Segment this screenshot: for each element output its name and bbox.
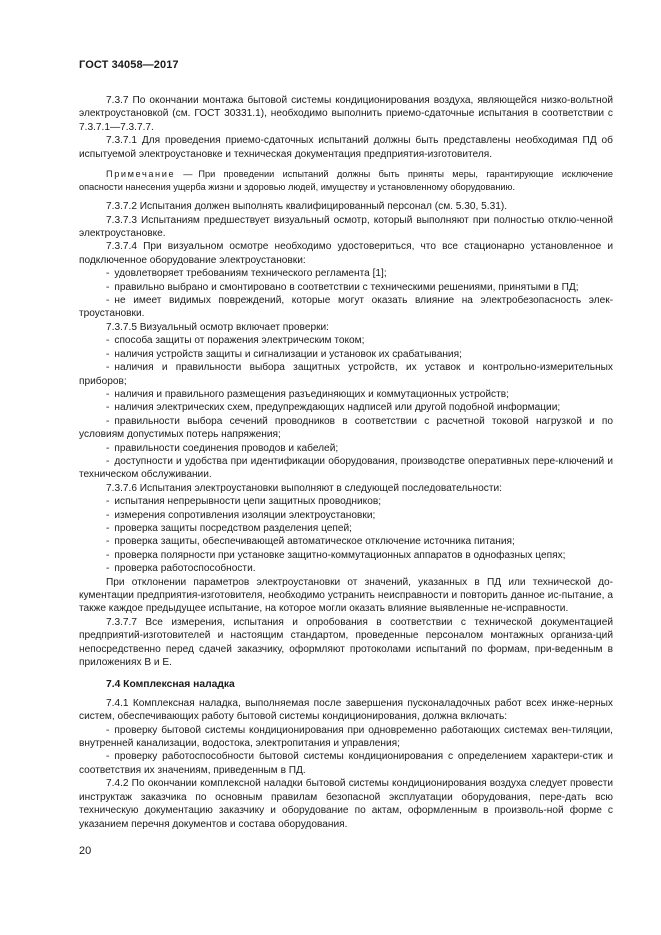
paragraph-7-3-7-7: 7.3.7.7 Все измерения, испытания и опробования в соответствии с технической документацией предприятий-изготовителей и настоящим стандартом, проведенные персоналом монтажных организа-ций непосредственно перед сдачей заказчику, оформляют протоколами испытаний по формам, при-веденным в приложениях В и Е.	[79, 616, 613, 669]
list-item: - правильно выбрано и смонтировано в соответствии с техническими решениями, принятыми в ПД;	[106, 281, 579, 293]
document-body	[79, 94, 613, 831]
list-item: - проверка защиты посредством разделения цепей;	[106, 522, 352, 534]
paragraph-deviations: При отклонении параметров электроустановки от значений, указанных в ПД или технической до-кументации предприятия-изготовителя, необходимо устранить неисправности и повторить данное ис-пытание, а также каждое предыдущее испытание, на которое могли оказать влияние выявленные не-исправности.	[79, 576, 613, 615]
list-item: - проверка полярности при установке защитно-коммутационных аппаратов в однофазных цепях;	[106, 549, 566, 561]
paragraph-7-4-1: 7.4.1 Комплексная наладка, выполняемая после завершения пусконаладочных работ всех инже-нерных систем, обеспечивающих работу бытовой системы кондиционирования, должна включать:	[79, 697, 613, 723]
paragraph-7-3-7-5: 7.3.7.5 Визуальный осмотр включает проверки:	[106, 321, 329, 333]
list-item: - не имеет видимых повреждений, которые могут оказать влияние на электробезопасность элек-троустановки.	[79, 295, 613, 320]
list-item: - способа защиты от поражения электрическим током;	[106, 335, 365, 347]
section-title-7-4: 7.4 Комплексная наладка	[106, 679, 235, 691]
note-label: Примечание	[106, 169, 176, 180]
paragraph-7-3-7-1: 7.3.7.1 Для проведения приемо-сдаточных испытаний должны быть представлены необходимая ПД об испытуемой электроустановке и техническая документация предприятия-изготовителя.	[79, 135, 613, 160]
page-number: 20	[79, 845, 92, 857]
list-item: - наличия и правильности выбора защитных устройств, их уставок и контрольно-измерительных приборов;	[79, 362, 613, 387]
list-item: - удовлетворяет требованиям технического регламента [1];	[106, 268, 387, 280]
document-code-header: ГОСТ 34058—2017	[79, 59, 179, 71]
list-item: - правильности соединения проводов и кабелей;	[106, 442, 339, 454]
paragraph-7-3-7-3: 7.3.7.3 Испытаниям предшествует визуальный осмотр, который выполняют при полностью отклю-ченной электроустановке.	[79, 214, 613, 240]
list-item: - наличия электрических схем, предупреждающих надписей или другой подобной информации;	[106, 402, 561, 414]
note-dash: —	[183, 169, 193, 180]
note-text: При проведении испытаний должны быть приняты меры, гарантирующие исключение опасности нанесения ущерба жизни и здоровью людей, имуществу и установленному оборудованию.	[79, 169, 613, 192]
paragraph-7-3-7-6: 7.3.7.6 Испытания электроустановки выполняют в следующей последовательности:	[106, 482, 502, 494]
list-item: - правильности выбора сечений проводников в соответствии с расчетной токовой нагрузкой и по условиям допустимых потерь напряжения;	[79, 415, 613, 441]
paragraph-7-3-7-2: 7.3.7.2 Испытания должен выполнять квалифицированный персонал (см. 5.30, 5.31).	[106, 201, 508, 213]
list-item: - наличия и правильного размещения разъединяющих и коммутационных устройств;	[106, 388, 509, 400]
list-item: - проверку бытовой системы кондиционирования при одновременно работающих системах вен-тиляции, внутренней канализации, водостока, электропитания и управления;	[79, 724, 613, 750]
paragraph-7-3-7: 7.3.7 По окончании монтажа бытовой системы кондиционирования воздуха, являющейся низко-вольтной электроустановкой (см. ГОСТ 30331.1), необходимо выполнить приемо-сдаточные испытания в соответствии с 7.3.7.1—7.3.7.7.	[79, 95, 613, 133]
note	[79, 168, 613, 193]
list-item: - доступности и удобства при идентификации оборудования, производстве оперативных пере-ключений и техническом обслуживании.	[79, 455, 613, 481]
list-item: - наличия устройств защиты и сигнализации и установок их срабатывания;	[106, 348, 462, 360]
list-item: - измерения сопротивления изоляции электроустановки;	[106, 509, 376, 521]
list-item: - проверку работоспособности бытовой системы кондиционирования с определением характери-стик и соответствия их значениям, приведенным в ПД.	[79, 751, 613, 776]
list-item: - испытания непрерывности цепи защитных проводников;	[106, 496, 382, 508]
paragraph-7-4-2: 7.4.2 По окончании комплексной наладки бытовой системы кондиционирования воздуха следует провести инструктаж заказчика по основным правилам безопасной эксплуатации оборудования, пере-дать всю техническую документацию заказчику и оборудование по актам, оформленным в произволь-ной форме с указанием перечня документов и состава оборудования.	[79, 778, 613, 830]
paragraph-7-3-7-4: 7.3.7.4 При визуальном осмотре необходимо удостовериться, что все стационарно установленное и подключенное оборудование электроустановки:	[79, 241, 613, 266]
list-item: - проверка работоспособности.	[106, 563, 256, 575]
list-item: - проверка защиты, обеспечивающей автоматическое отключение источника питания;	[106, 536, 515, 548]
